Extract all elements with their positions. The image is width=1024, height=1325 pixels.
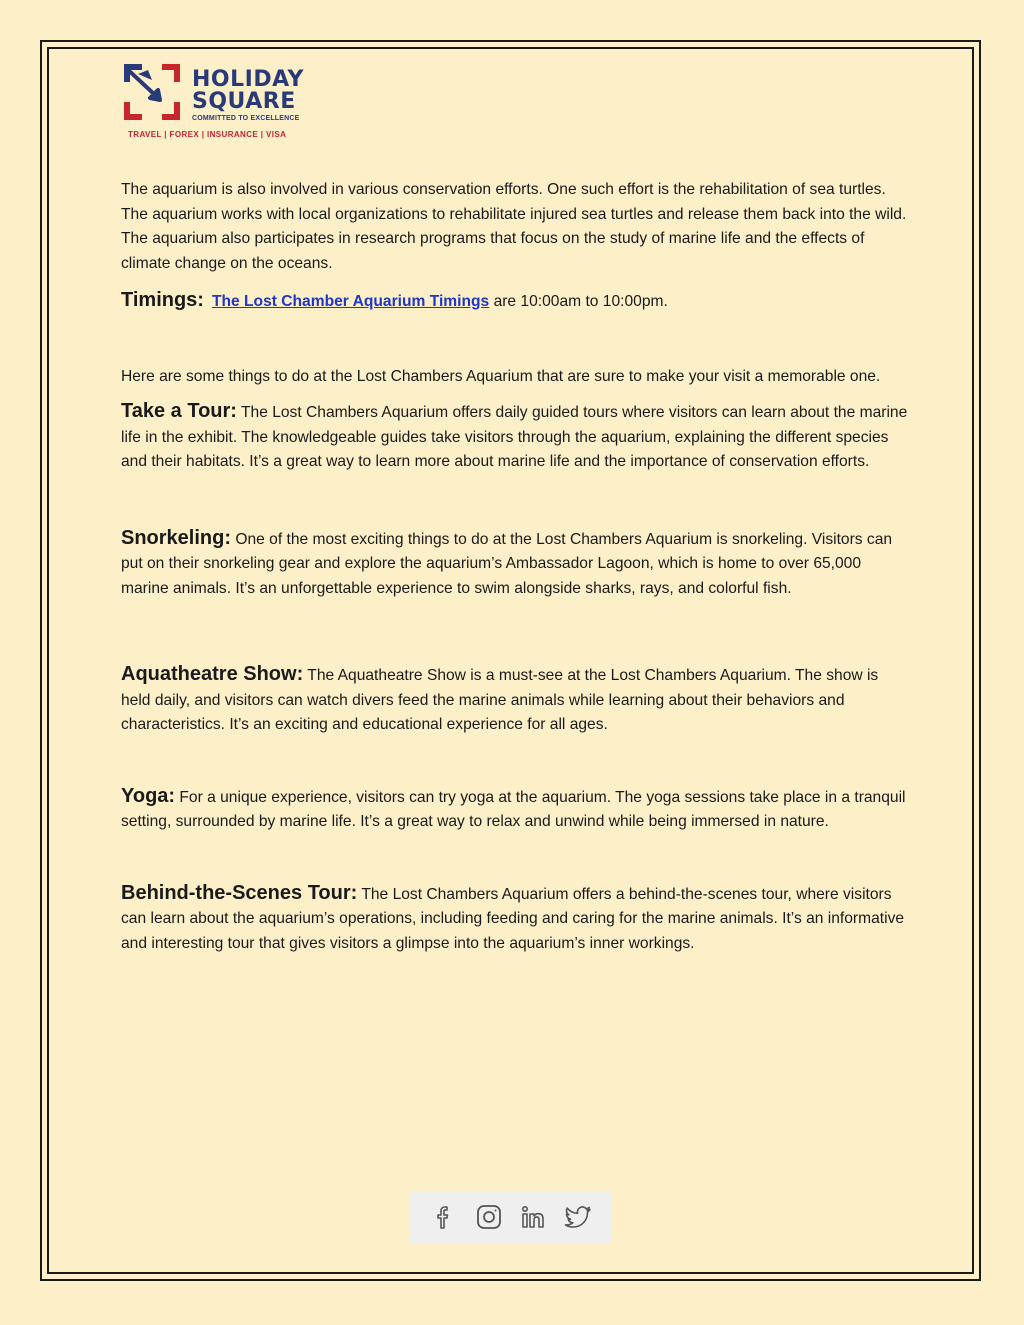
section-snorkeling [121,526,911,602]
timings-text: are 10:00am to 10:00pm. [489,293,668,310]
instagram-icon[interactable] [474,1202,504,1232]
facebook-icon[interactable] [429,1202,459,1232]
logo-mark-icon [120,60,184,124]
logo-word-square: SQUARE [192,89,296,114]
intro-paragraph: The aquarium is also involved in various conservation efforts. One such effort is the rehabilitation of sea turtles. The aquarium works with local organizations to rehabilitate injured sea turtles and release them back into the wild. The aquarium also participates in research programs that focus on the study of marine life and the effects of climate change on the oceans. [121,181,907,272]
article-content [121,178,911,956]
section-heading: Behind-the-Scenes Tour: [121,881,358,904]
twitter-icon[interactable] [563,1202,593,1232]
timings-heading: Timings: [121,289,204,311]
logo-services: TRAVEL | FOREX | INSURANCE | VISA [128,130,287,139]
logo-tagline: COMMITTED TO EXCELLENCE [192,115,300,122]
section-body: For a unique experience, visitors can try yoga at the aquarium. The yoga sessions take place in a tranquil setting, surrounded by marine life. It’s a great way to relax and unwind while being immersed in nature. [121,788,906,830]
section-body: One of the most exciting things to do at the Lost Chambers Aquarium is snorkeling. Visitors can put on their snorkeling gear and explore the aquarium’s Ambassador Lagoon, which is home to over 65,000 marine animals. It’s an unforgettable experience to swim alongside sharks, rays, and colorful fish. [121,530,893,597]
section-heading: Take a Tour: [121,400,237,422]
holiday-square-logo[interactable] [120,60,310,144]
section-body: The Aquatheatre Show is a must-see at the Lost Chambers Aquarium. The show is held daily, and visitors can watch divers feed the marine animals while learning about their behaviors and characteristics. It’s an exciting and educational experience for all ages. [121,667,879,733]
section-body: The Lost Chambers Aquarium offers daily guided tours where visitors can learn about the marine life in the exhibit. The knowledgeable guides take visitors through the aquarium, explaining the different species and their habitats. It’s a great way to learn more about marine life and the importance of conservation efforts. [121,404,908,470]
timings-line [121,288,911,315]
social-links-bar [410,1191,612,1243]
timings-link[interactable]: The Lost Chamber Aquarium Timings [211,293,490,310]
section-behind-the-scenes [121,881,911,957]
section-heading: Yoga: [121,784,176,807]
section-yoga [121,784,911,835]
section-heading: Snorkeling: [121,526,232,549]
things-to-do-intro: Here are some things to do at the Lost Chambers Aquarium that are sure to make your visit a memorable one. [121,367,881,385]
section-aquatheatre-show [121,662,911,738]
section-take-a-tour [121,399,911,475]
section-body: The Lost Chambers Aquarium offers a behind-the-scenes tour, where visitors can learn about the aquarium’s operations, including feeding and caring for the marine animals. It’s an informative and interesting tour that gives visitors a glimpse into the aquarium’s inner workings. [121,885,905,952]
linkedin-icon[interactable] [518,1202,548,1232]
logo-word-holiday: HOLIDAY [192,67,304,92]
section-heading: Aquatheatre Show: [121,663,304,685]
